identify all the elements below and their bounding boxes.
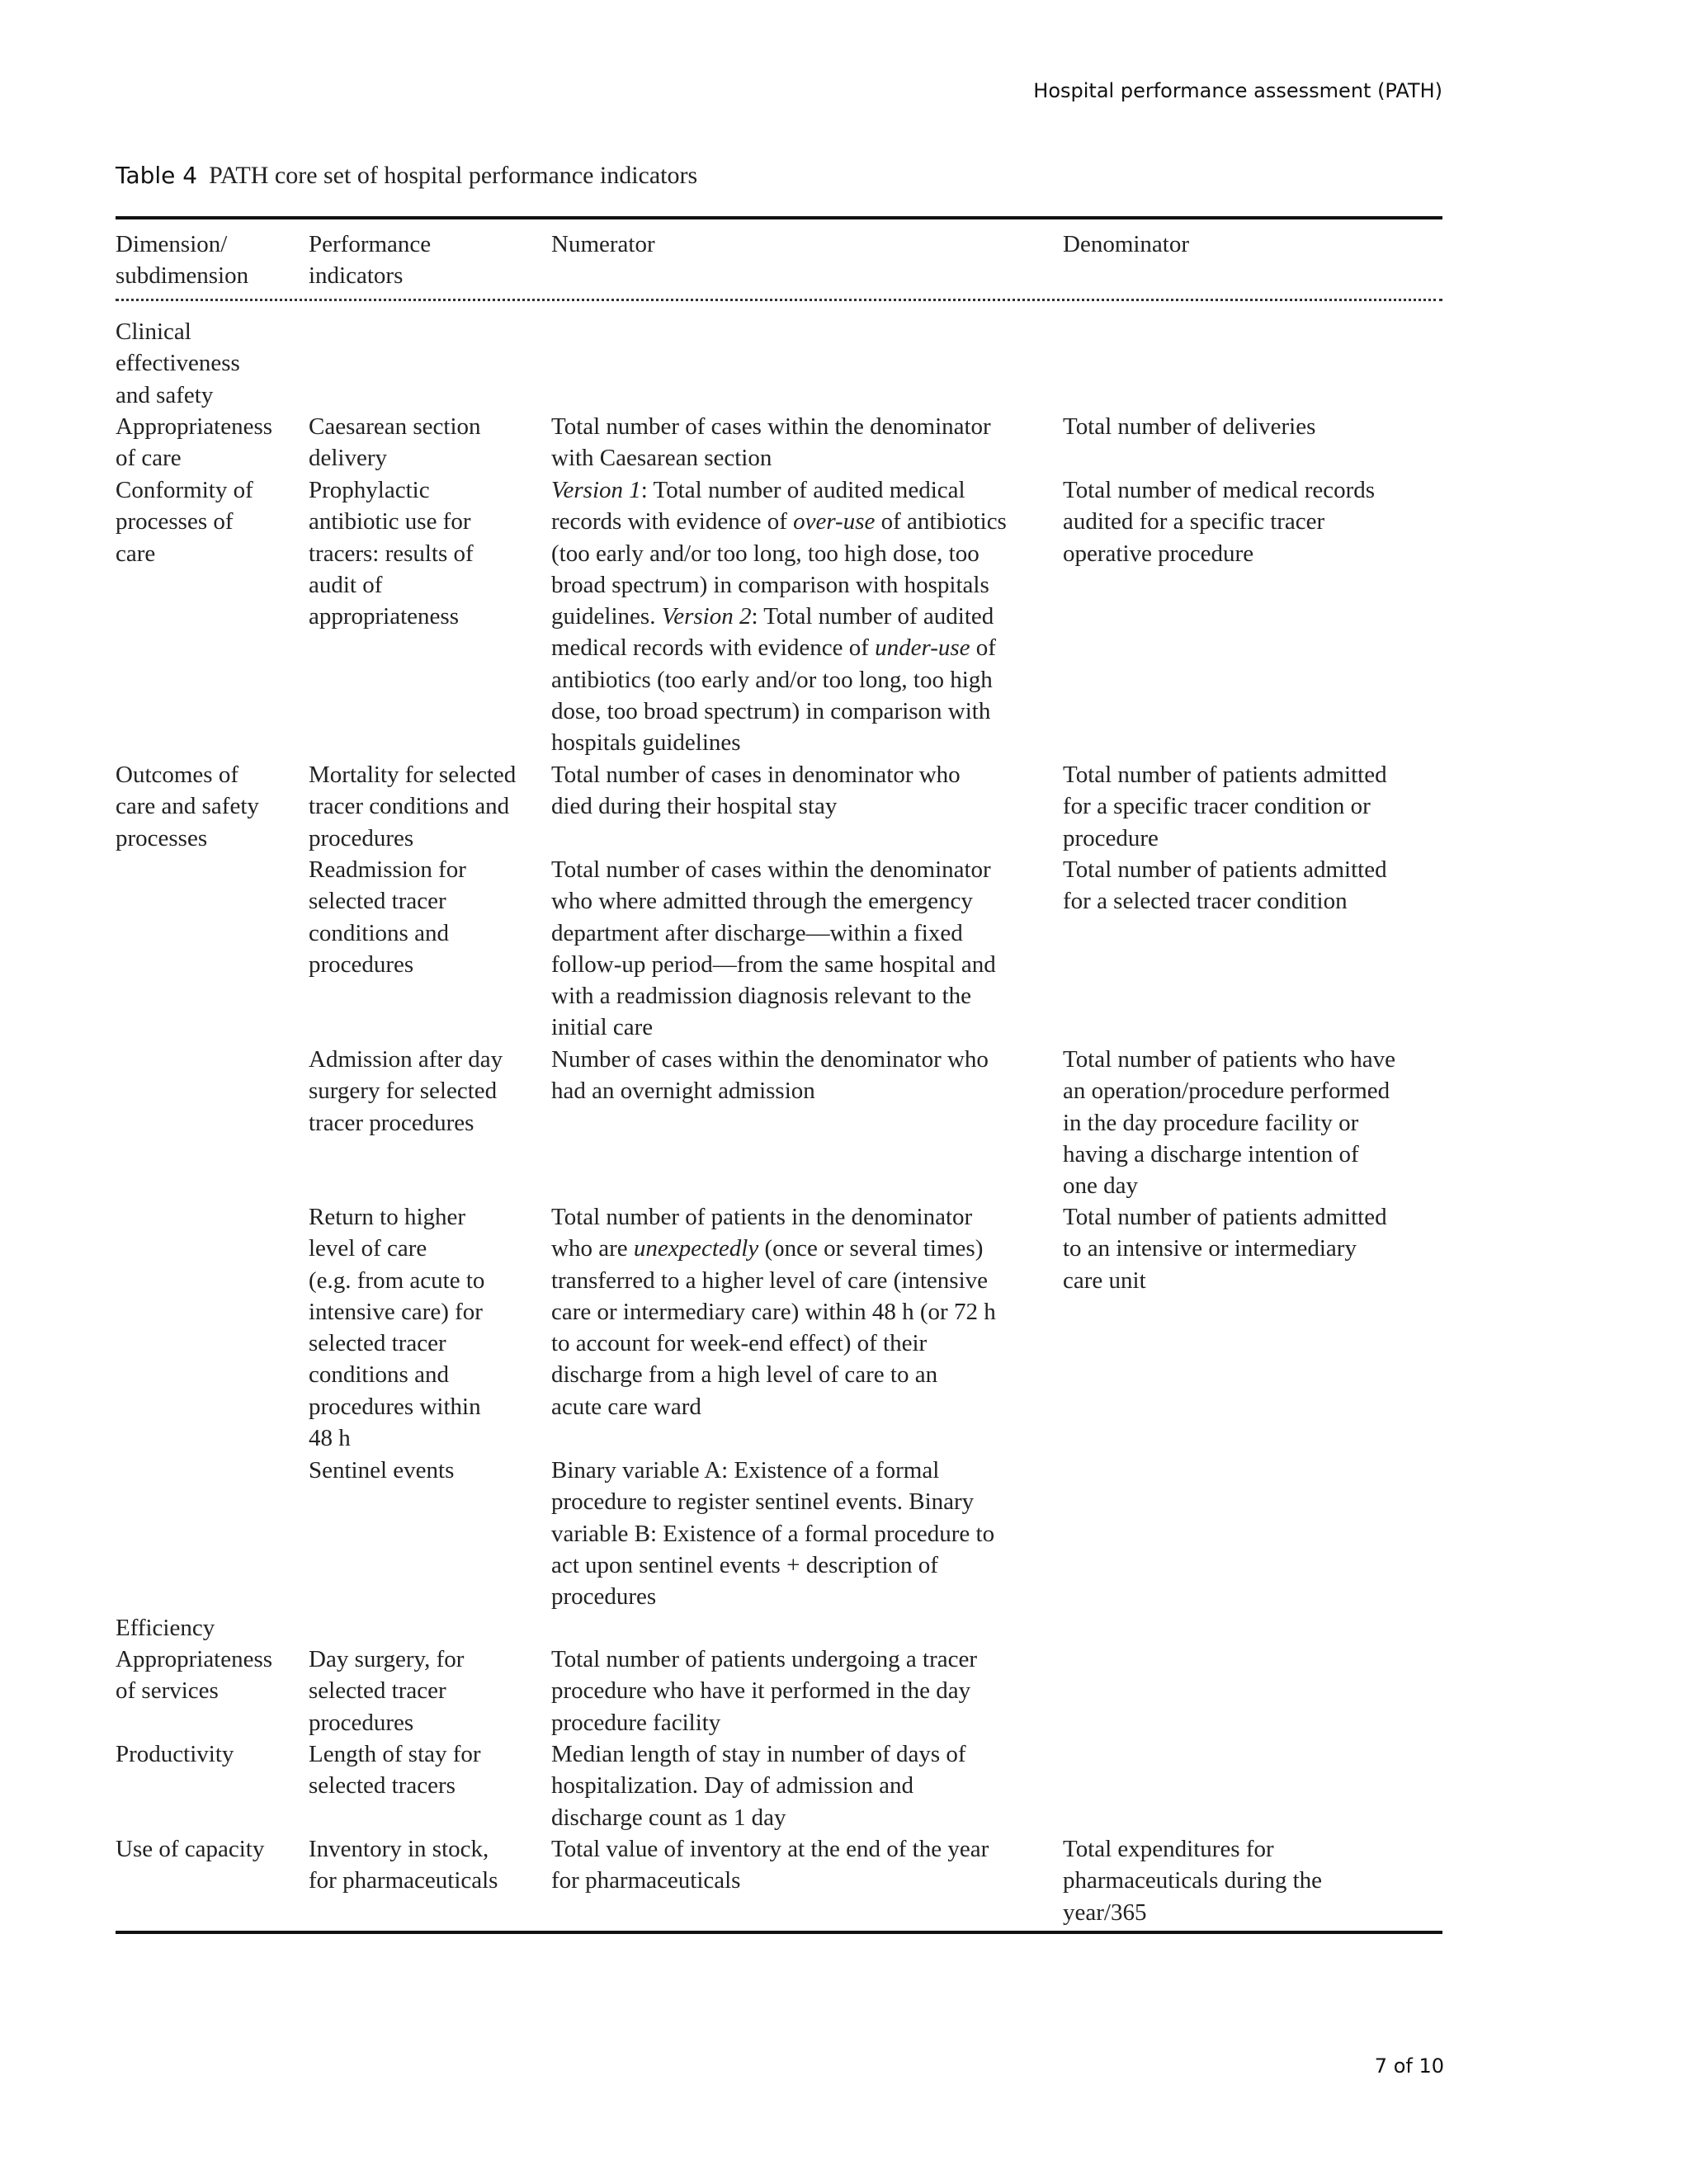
indicator-cell: Mortality for selected tracer conditions and procedures [309, 762, 517, 851]
dimension-cell: Efficiency [116, 1615, 215, 1641]
table-label: Table 4 [116, 162, 198, 189]
running-head: Hospital performance assessment (PATH) [1033, 79, 1442, 102]
table-caption [116, 162, 697, 190]
numerator-text: : Total number of audited medical records with evidence of [551, 603, 994, 662]
denominator-cell: Total number of patients who have an operation/procedure performed in the day procedure facility or having a discharge intention of one day [1063, 1046, 1396, 1200]
column-header-numerator: Numerator [551, 231, 655, 257]
dimension-cell: Appropriateness of services [116, 1646, 273, 1705]
numerator-text: (once or several times) transferred to a higher level of care (intensive care or intermediary care) within 48 h (or 72 h to account for week-end effect) of their discharge from a high level of care to an acute care ward [551, 1235, 996, 1420]
denominator-cell: Total number of deliveries [1063, 413, 1316, 440]
column-header-denominator: Denominator [1063, 231, 1190, 257]
numerator-cell: Total value of inventory at the end of the year for pharmaceuticals [551, 1836, 989, 1894]
denominator-cell: Total expenditures for pharmaceuticals during the year/365 [1063, 1836, 1323, 1926]
indicator-cell: Prophylactic antibiotic use for tracers: results of audit of appropriateness [309, 477, 474, 630]
numerator-text: of antibiotics (too early and/or too long, too high dose, too broad spectrum) in comparison with hospitals guidelines. [551, 508, 1007, 630]
column-header-indicators: Performance indicators [309, 231, 432, 290]
table-bottom-rule [116, 1931, 1442, 1934]
numerator-cell: Total number of patients undergoing a tracer procedure who have it performed in the day procedure facility [551, 1646, 978, 1736]
numerator-text: of antibiotics (too early and/or too long, too high dose, too broad spectrum) in comparison with hospitals guidelines [551, 634, 996, 757]
dimension-cell: Outcomes of care and safety processes [116, 762, 259, 851]
table-header-rule [116, 299, 1442, 301]
indicator-cell: Return to higher level of care (e.g. from acute to intensive care) for selected tracer conditions and procedures within 48 h [309, 1204, 485, 1452]
denominator-cell: Total number of medical records audited for a specific tracer operative procedure [1063, 477, 1376, 567]
table-title: PATH core set of hospital performance indicators [209, 162, 698, 189]
version-2-label: Version 2 [661, 603, 752, 630]
indicator-cell: Admission after day surgery for selected tracer procedures [309, 1046, 503, 1136]
denominator-cell: Total number of patients admitted for a selected tracer condition [1063, 856, 1387, 915]
dimension-cell: Clinical effectiveness and safety [116, 318, 240, 408]
numerator-cell: Total number of cases within the denominator who where admitted through the emergency department after discharge—within a fixed follow-up period—from the same hospital and with a readmission diagnosis relevant to the initial care [551, 856, 996, 1041]
indicator-cell: Sentinel events [309, 1457, 455, 1484]
numerator-emphasis: unexpectedly [633, 1235, 759, 1262]
indicator-cell: Readmission for selected tracer conditions and procedures [309, 856, 466, 978]
numerator-cell: Total number of cases in denominator who died during their hospital stay [551, 762, 961, 820]
denominator-cell: Total number of patients admitted for a specific tracer condition or procedure [1063, 762, 1387, 851]
indicator-cell: Length of stay for selected tracers [309, 1741, 481, 1800]
numerator-emphasis: under-use [875, 634, 970, 662]
indicator-cell: Caesarean section delivery [309, 413, 481, 472]
numerator-cell: Binary variable A: Existence of a formal procedure to register sentinel events. Binary variable B: Existence of a formal procedure to act upon sentinel events + description of procedures [551, 1457, 995, 1611]
numerator-text: : Total number of audited medical records with evidence of [551, 477, 965, 535]
numerator-cell [551, 1201, 1056, 1422]
dimension-cell: Appropriateness of care [116, 413, 273, 472]
indicator-cell: Inventory in stock, for pharmaceuticals [309, 1836, 498, 1894]
numerator-cell: Median length of stay in number of days of hospitalization. Day of admission and discharge count as 1 day [551, 1741, 966, 1831]
numerator-text: Total number of patients in the denominator who are [551, 1204, 973, 1262]
dimension-cell: Conformity of processes of care [116, 477, 253, 567]
denominator-cell: Total number of patients admitted to an intensive or intermediary care unit [1063, 1204, 1387, 1294]
numerator-cell [551, 474, 1056, 759]
dimension-cell: Use of capacity [116, 1836, 265, 1862]
numerator-cell: Total number of cases within the denominator with Caesarean section [551, 413, 991, 472]
indicator-cell: Day surgery, for selected tracer procedures [309, 1646, 465, 1736]
column-header-dimension: Dimension/ subdimension [116, 231, 249, 290]
numerator-emphasis: over-use [793, 508, 876, 535]
version-1-label: Version 1 [551, 477, 641, 503]
dimension-cell: Productivity [116, 1741, 234, 1767]
table-top-rule [116, 216, 1442, 219]
page-number: 7 of 10 [1374, 2054, 1444, 2078]
numerator-cell: Number of cases within the denominator who had an overnight admission [551, 1046, 989, 1105]
